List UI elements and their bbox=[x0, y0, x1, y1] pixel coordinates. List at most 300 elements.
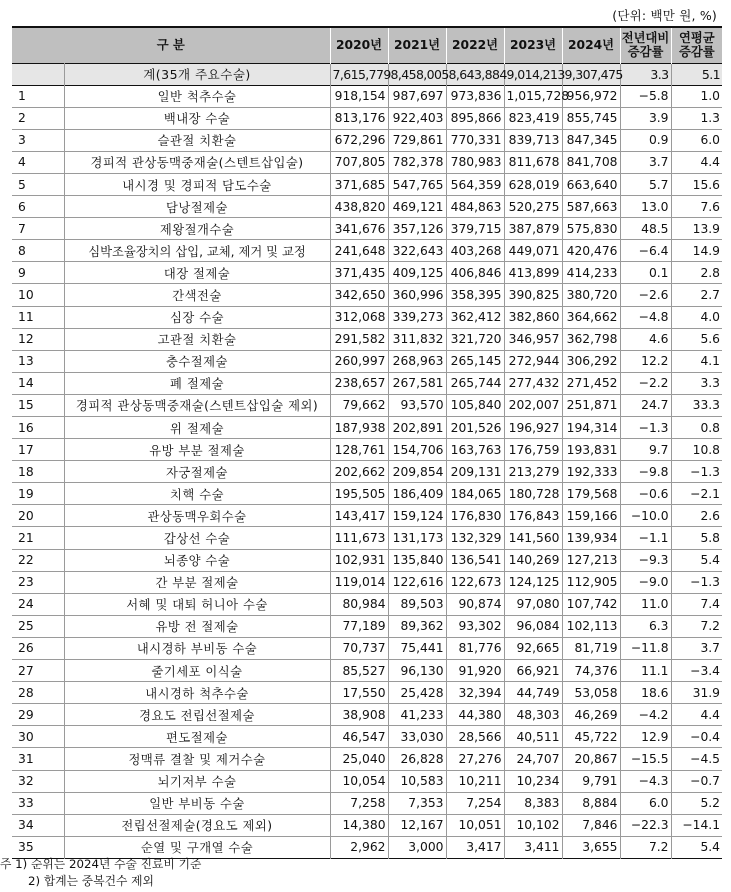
table-row bbox=[12, 218, 722, 240]
surgery-name-cell: 순열 및 구개열 수술 bbox=[64, 836, 330, 858]
total-2023: 9,014,213 bbox=[504, 63, 562, 85]
cost-2024-cell: 20,867 bbox=[562, 748, 620, 770]
cagr-cell: 4.1 bbox=[671, 350, 722, 372]
table-row bbox=[12, 196, 722, 218]
table-row bbox=[12, 107, 722, 129]
rank-cell: 2 bbox=[18, 111, 26, 126]
cagr-cell: 2.8 bbox=[671, 262, 722, 284]
cost-2023-cell: 520,275 bbox=[504, 196, 562, 218]
cagr-cell: 13.9 bbox=[671, 218, 722, 240]
surgery-cost-table bbox=[12, 26, 722, 859]
rank-cell: 27 bbox=[18, 663, 34, 678]
table-row bbox=[12, 394, 722, 416]
header-category: 구 분 bbox=[156, 38, 185, 53]
cost-2022-cell: 27,276 bbox=[446, 748, 504, 770]
cost-2023-cell: 140,269 bbox=[504, 549, 562, 571]
cost-2020-cell: 238,657 bbox=[330, 372, 388, 394]
cost-2024-cell: 193,831 bbox=[562, 439, 620, 461]
rank-cell: 30 bbox=[18, 729, 34, 744]
cost-2021-cell: 547,765 bbox=[388, 173, 446, 195]
cost-2021-cell: 93,570 bbox=[388, 394, 446, 416]
rank-cell: 25 bbox=[18, 619, 34, 634]
cost-2020-cell: 202,662 bbox=[330, 461, 388, 483]
cost-2024-cell: 53,058 bbox=[562, 682, 620, 704]
total-2022: 8,643,884 bbox=[446, 63, 504, 85]
cost-2021-cell: 322,643 bbox=[388, 240, 446, 262]
cagr-cell: 5.6 bbox=[671, 328, 722, 350]
yoy-change-cell: 12.9 bbox=[620, 726, 671, 748]
cost-2023-cell: 176,843 bbox=[504, 505, 562, 527]
cost-2020-cell: 17,550 bbox=[330, 682, 388, 704]
table-row bbox=[12, 770, 722, 792]
cost-2023-cell: 44,749 bbox=[504, 682, 562, 704]
rank-cell: 26 bbox=[18, 641, 34, 656]
rank-cell: 11 bbox=[18, 310, 34, 325]
cost-2021-cell: 75,441 bbox=[388, 637, 446, 659]
cost-2024-cell: 127,213 bbox=[562, 549, 620, 571]
cagr-cell: −3.4 bbox=[671, 660, 722, 682]
rank-cell: 19 bbox=[18, 486, 34, 501]
cost-2021-cell: 409,125 bbox=[388, 262, 446, 284]
cost-2022-cell: 3,417 bbox=[446, 836, 504, 858]
cost-2024-cell: 575,830 bbox=[562, 218, 620, 240]
cost-2021-cell: 7,353 bbox=[388, 792, 446, 814]
cost-2024-cell: 420,476 bbox=[562, 240, 620, 262]
cost-2022-cell: 564,359 bbox=[446, 173, 504, 195]
surgery-name-cell: 폐 절제술 bbox=[64, 372, 330, 394]
surgery-name-cell: 치핵 수술 bbox=[64, 483, 330, 505]
rank-cell: 34 bbox=[18, 818, 34, 833]
cost-2020-cell: 46,547 bbox=[330, 726, 388, 748]
table-row bbox=[12, 85, 722, 107]
cost-2021-cell: 154,706 bbox=[388, 439, 446, 461]
cagr-cell: 5.2 bbox=[671, 792, 722, 814]
header-2020: 2020년 bbox=[330, 27, 388, 63]
cost-2021-cell: 89,362 bbox=[388, 615, 446, 637]
rank-cell: 7 bbox=[18, 221, 26, 236]
total-label: 계(35개 주요수술) bbox=[64, 63, 330, 85]
cost-2023-cell: 24,707 bbox=[504, 748, 562, 770]
header-yoy-change: 전년대비 증감률 bbox=[620, 27, 671, 63]
cost-2020-cell: 371,685 bbox=[330, 173, 388, 195]
yoy-change-cell: 6.0 bbox=[620, 792, 671, 814]
unit-label: (단위: 백만 원, %) bbox=[612, 8, 717, 23]
header-2022: 2022년 bbox=[446, 27, 504, 63]
total-2024: 9,307,475 bbox=[562, 63, 620, 85]
cost-2020-cell: 7,258 bbox=[330, 792, 388, 814]
surgery-name-cell: 편도절제술 bbox=[64, 726, 330, 748]
cost-2022-cell: 379,715 bbox=[446, 218, 504, 240]
cagr-cell: 2.6 bbox=[671, 505, 722, 527]
cost-2020-cell: 291,582 bbox=[330, 328, 388, 350]
cost-2021-cell: 202,891 bbox=[388, 417, 446, 439]
yoy-change-cell: 11.0 bbox=[620, 593, 671, 615]
table-row bbox=[12, 240, 722, 262]
surgery-name-cell: 내시경하 척추수술 bbox=[64, 682, 330, 704]
header-2021: 2021년 bbox=[388, 27, 446, 63]
yoy-change-cell: −4.2 bbox=[620, 704, 671, 726]
cagr-cell: 2.7 bbox=[671, 284, 722, 306]
cagr-cell: 1.0 bbox=[671, 85, 722, 107]
yoy-change-cell: 3.7 bbox=[620, 151, 671, 173]
cost-2021-cell: 186,409 bbox=[388, 483, 446, 505]
cost-2021-cell: 987,697 bbox=[388, 85, 446, 107]
cagr-cell: 6.0 bbox=[671, 129, 722, 151]
surgery-name-cell: 제왕절개수술 bbox=[64, 218, 330, 240]
cost-2020-cell: 25,040 bbox=[330, 748, 388, 770]
rank-cell: 12 bbox=[18, 332, 34, 347]
yoy-change-cell: 0.9 bbox=[620, 129, 671, 151]
surgery-name-cell: 슬관절 치환술 bbox=[64, 129, 330, 151]
cost-2024-cell: 107,742 bbox=[562, 593, 620, 615]
cagr-cell: 14.9 bbox=[671, 240, 722, 262]
cost-2022-cell: 201,526 bbox=[446, 417, 504, 439]
surgery-name-cell: 일반 부비동 수술 bbox=[64, 792, 330, 814]
surgery-name-cell: 대장 절제술 bbox=[64, 262, 330, 284]
table-row bbox=[12, 660, 722, 682]
table-row bbox=[12, 284, 722, 306]
yoy-change-cell: −2.2 bbox=[620, 372, 671, 394]
cost-2022-cell: 362,412 bbox=[446, 306, 504, 328]
cagr-cell: 5.4 bbox=[671, 549, 722, 571]
cost-2024-cell: 179,568 bbox=[562, 483, 620, 505]
table-row bbox=[12, 615, 722, 637]
cagr-cell: 7.4 bbox=[671, 593, 722, 615]
table-row bbox=[12, 682, 722, 704]
cost-2024-cell: 251,871 bbox=[562, 394, 620, 416]
cost-2021-cell: 360,996 bbox=[388, 284, 446, 306]
cost-2024-cell: 9,791 bbox=[562, 770, 620, 792]
cost-2021-cell: 33,030 bbox=[388, 726, 446, 748]
cagr-cell: 15.6 bbox=[671, 173, 722, 195]
table-row bbox=[12, 151, 722, 173]
cagr-cell: −0.7 bbox=[671, 770, 722, 792]
surgery-name-cell: 관상동맥우회수술 bbox=[64, 505, 330, 527]
surgery-name-cell: 간색전술 bbox=[64, 284, 330, 306]
surgery-name-cell: 고관절 치환술 bbox=[64, 328, 330, 350]
cagr-cell: 4.0 bbox=[671, 306, 722, 328]
cost-2024-cell: 45,722 bbox=[562, 726, 620, 748]
cagr-cell: 7.6 bbox=[671, 196, 722, 218]
cost-2020-cell: 341,676 bbox=[330, 218, 388, 240]
cost-2024-cell: 587,663 bbox=[562, 196, 620, 218]
cagr-cell: −1.3 bbox=[671, 571, 722, 593]
yoy-change-cell: 5.7 bbox=[620, 173, 671, 195]
cost-2022-cell: 176,830 bbox=[446, 505, 504, 527]
cost-2023-cell: 213,279 bbox=[504, 461, 562, 483]
cost-2023-cell: 176,759 bbox=[504, 439, 562, 461]
cost-2023-cell: 202,007 bbox=[504, 394, 562, 416]
cost-2020-cell: 111,673 bbox=[330, 527, 388, 549]
total-cagr: 5.1 bbox=[671, 63, 722, 85]
surgery-name-cell: 전립선절제술(경요도 제외) bbox=[64, 814, 330, 836]
cost-2022-cell: 81,776 bbox=[446, 637, 504, 659]
yoy-change-cell: −1.3 bbox=[620, 417, 671, 439]
rank-cell: 13 bbox=[18, 354, 34, 369]
surgery-name-cell: 경요도 전립선절제술 bbox=[64, 704, 330, 726]
cost-2024-cell: 364,662 bbox=[562, 306, 620, 328]
table-row bbox=[12, 571, 722, 593]
cost-2020-cell: 77,189 bbox=[330, 615, 388, 637]
cost-2022-cell: 406,846 bbox=[446, 262, 504, 284]
total-2020: 7,615,779 bbox=[330, 63, 388, 85]
total-2021: 8,458,005 bbox=[388, 63, 446, 85]
header-2023: 2023년 bbox=[504, 27, 562, 63]
yoy-change-cell: 24.7 bbox=[620, 394, 671, 416]
cost-2020-cell: 918,154 bbox=[330, 85, 388, 107]
yoy-change-cell: 3.9 bbox=[620, 107, 671, 129]
cost-2020-cell: 195,505 bbox=[330, 483, 388, 505]
rank-cell: 16 bbox=[18, 420, 34, 435]
cost-2021-cell: 25,428 bbox=[388, 682, 446, 704]
cost-2020-cell: 260,997 bbox=[330, 350, 388, 372]
cost-2024-cell: 306,292 bbox=[562, 350, 620, 372]
cost-2023-cell: 277,432 bbox=[504, 372, 562, 394]
cost-2024-cell: 102,113 bbox=[562, 615, 620, 637]
cost-2020-cell: 813,176 bbox=[330, 107, 388, 129]
yoy-change-cell: −10.0 bbox=[620, 505, 671, 527]
cost-2021-cell: 10,583 bbox=[388, 770, 446, 792]
yoy-change-cell: 48.5 bbox=[620, 218, 671, 240]
cost-2024-cell: 112,905 bbox=[562, 571, 620, 593]
rank-cell: 35 bbox=[18, 840, 34, 855]
rank-cell: 8 bbox=[18, 243, 26, 258]
cost-2020-cell: 85,527 bbox=[330, 660, 388, 682]
rank-cell: 23 bbox=[18, 575, 34, 590]
table-row bbox=[12, 726, 722, 748]
rank-cell: 33 bbox=[18, 796, 34, 811]
cost-2021-cell: 268,963 bbox=[388, 350, 446, 372]
cost-2023-cell: 387,879 bbox=[504, 218, 562, 240]
cost-2020-cell: 143,417 bbox=[330, 505, 388, 527]
table-row bbox=[12, 637, 722, 659]
cost-2023-cell: 1,015,728 bbox=[504, 85, 562, 107]
cost-2024-cell: 159,166 bbox=[562, 505, 620, 527]
cost-2020-cell: 342,650 bbox=[330, 284, 388, 306]
cost-2022-cell: 132,329 bbox=[446, 527, 504, 549]
cost-2022-cell: 484,863 bbox=[446, 196, 504, 218]
yoy-change-cell: −4.3 bbox=[620, 770, 671, 792]
surgery-name-cell: 서혜 및 대퇴 허니아 수술 bbox=[64, 593, 330, 615]
cagr-cell: −14.1 bbox=[671, 814, 722, 836]
surgery-name-cell: 줄기세포 이식술 bbox=[64, 660, 330, 682]
surgery-name-cell: 일반 척추수술 bbox=[64, 85, 330, 107]
cost-2022-cell: 358,395 bbox=[446, 284, 504, 306]
cost-2024-cell: 139,934 bbox=[562, 527, 620, 549]
cost-2024-cell: 380,720 bbox=[562, 284, 620, 306]
rank-cell: 4 bbox=[18, 155, 26, 170]
cagr-cell: 31.9 bbox=[671, 682, 722, 704]
cagr-cell: 10.8 bbox=[671, 439, 722, 461]
yoy-change-cell: 18.6 bbox=[620, 682, 671, 704]
footnote-1: 주 1) 순위는 2024년 수술 진료비 기준 bbox=[0, 857, 202, 871]
total-rank-cell bbox=[12, 63, 64, 85]
cost-2023-cell: 346,957 bbox=[504, 328, 562, 350]
surgery-name-cell: 경피적 관상동맥중재술(스텐트삽입술 제외) bbox=[64, 394, 330, 416]
yoy-change-cell: −9.8 bbox=[620, 461, 671, 483]
cost-2024-cell: 956,972 bbox=[562, 85, 620, 107]
cost-2021-cell: 3,000 bbox=[388, 836, 446, 858]
table-row bbox=[12, 129, 722, 151]
cagr-cell: 3.3 bbox=[671, 372, 722, 394]
table-row bbox=[12, 439, 722, 461]
rank-cell: 18 bbox=[18, 464, 34, 479]
cost-2023-cell: 823,419 bbox=[504, 107, 562, 129]
cost-2020-cell: 38,908 bbox=[330, 704, 388, 726]
cagr-cell: −0.4 bbox=[671, 726, 722, 748]
cost-2021-cell: 339,273 bbox=[388, 306, 446, 328]
yoy-change-cell: −15.5 bbox=[620, 748, 671, 770]
cost-2024-cell: 3,655 bbox=[562, 836, 620, 858]
yoy-change-cell: −5.8 bbox=[620, 85, 671, 107]
cost-2023-cell: 811,678 bbox=[504, 151, 562, 173]
cost-2022-cell: 770,331 bbox=[446, 129, 504, 151]
cagr-cell: 5.8 bbox=[671, 527, 722, 549]
surgery-name-cell: 유방 부분 절제술 bbox=[64, 439, 330, 461]
cost-2024-cell: 81,719 bbox=[562, 637, 620, 659]
surgery-name-cell: 심장 수술 bbox=[64, 306, 330, 328]
cagr-cell: 3.7 bbox=[671, 637, 722, 659]
table-row bbox=[12, 748, 722, 770]
cost-2023-cell: 390,825 bbox=[504, 284, 562, 306]
cost-2023-cell: 839,713 bbox=[504, 129, 562, 151]
cost-2023-cell: 413,899 bbox=[504, 262, 562, 284]
table-row bbox=[12, 527, 722, 549]
yoy-change-cell: 6.3 bbox=[620, 615, 671, 637]
cost-2022-cell: 265,744 bbox=[446, 372, 504, 394]
cost-2020-cell: 102,931 bbox=[330, 549, 388, 571]
cost-2020-cell: 79,662 bbox=[330, 394, 388, 416]
surgery-name-cell: 뇌종양 수술 bbox=[64, 549, 330, 571]
cost-2023-cell: 124,125 bbox=[504, 571, 562, 593]
cost-2022-cell: 91,920 bbox=[446, 660, 504, 682]
yoy-change-cell: −9.3 bbox=[620, 549, 671, 571]
surgery-name-cell: 담낭절제술 bbox=[64, 196, 330, 218]
cost-2023-cell: 66,921 bbox=[504, 660, 562, 682]
surgery-name-cell: 경피적 관상동맥중재술(스텐트삽입술) bbox=[64, 151, 330, 173]
cost-2024-cell: 855,745 bbox=[562, 107, 620, 129]
cost-2022-cell: 895,866 bbox=[446, 107, 504, 129]
yoy-change-cell: −0.6 bbox=[620, 483, 671, 505]
table-row bbox=[12, 814, 722, 836]
cost-2021-cell: 469,121 bbox=[388, 196, 446, 218]
rank-cell: 10 bbox=[18, 287, 34, 302]
cost-2023-cell: 628,019 bbox=[504, 173, 562, 195]
cost-2023-cell: 196,927 bbox=[504, 417, 562, 439]
yoy-change-cell: 13.0 bbox=[620, 196, 671, 218]
cost-2023-cell: 92,665 bbox=[504, 637, 562, 659]
cost-2022-cell: 90,874 bbox=[446, 593, 504, 615]
cost-2020-cell: 119,014 bbox=[330, 571, 388, 593]
cost-2023-cell: 449,071 bbox=[504, 240, 562, 262]
surgery-name-cell: 백내장 수술 bbox=[64, 107, 330, 129]
cost-2024-cell: 8,884 bbox=[562, 792, 620, 814]
cost-2024-cell: 194,314 bbox=[562, 417, 620, 439]
surgery-name-cell: 유방 전 절제술 bbox=[64, 615, 330, 637]
yoy-change-cell: 9.7 bbox=[620, 439, 671, 461]
surgery-name-cell: 자궁절제술 bbox=[64, 461, 330, 483]
cost-2023-cell: 272,944 bbox=[504, 350, 562, 372]
cost-2022-cell: 44,380 bbox=[446, 704, 504, 726]
cost-2021-cell: 782,378 bbox=[388, 151, 446, 173]
cagr-cell: −4.5 bbox=[671, 748, 722, 770]
yoy-change-cell: −1.1 bbox=[620, 527, 671, 549]
cost-2022-cell: 184,065 bbox=[446, 483, 504, 505]
yoy-change-cell: 11.1 bbox=[620, 660, 671, 682]
cost-2022-cell: 32,394 bbox=[446, 682, 504, 704]
cost-2023-cell: 48,303 bbox=[504, 704, 562, 726]
cost-2022-cell: 163,763 bbox=[446, 439, 504, 461]
cost-2022-cell: 122,673 bbox=[446, 571, 504, 593]
cost-2023-cell: 180,728 bbox=[504, 483, 562, 505]
rank-cell: 9 bbox=[18, 265, 26, 280]
header-2024: 2024년 bbox=[562, 27, 620, 63]
rank-cell: 14 bbox=[18, 376, 34, 391]
surgery-name-cell: 충수절제술 bbox=[64, 350, 330, 372]
rank-cell: 15 bbox=[18, 398, 34, 413]
rank-cell: 28 bbox=[18, 685, 34, 700]
surgery-name-cell: 내시경 및 경피적 담도수술 bbox=[64, 173, 330, 195]
table-row bbox=[12, 704, 722, 726]
table-header bbox=[12, 27, 722, 63]
rank-cell: 21 bbox=[18, 531, 34, 546]
cost-2024-cell: 847,345 bbox=[562, 129, 620, 151]
cost-2023-cell: 141,560 bbox=[504, 527, 562, 549]
rank-cell: 5 bbox=[18, 177, 26, 192]
cost-2023-cell: 96,084 bbox=[504, 615, 562, 637]
cost-2021-cell: 96,130 bbox=[388, 660, 446, 682]
total-row bbox=[12, 63, 722, 85]
cost-2020-cell: 707,805 bbox=[330, 151, 388, 173]
rank-cell: 3 bbox=[18, 133, 26, 148]
yoy-change-cell: −2.6 bbox=[620, 284, 671, 306]
rank-cell: 1 bbox=[18, 89, 26, 104]
surgery-name-cell: 정맥류 결찰 및 제거수술 bbox=[64, 748, 330, 770]
cost-2021-cell: 729,861 bbox=[388, 129, 446, 151]
cost-2020-cell: 128,761 bbox=[330, 439, 388, 461]
cagr-cell: −1.3 bbox=[671, 461, 722, 483]
cost-2020-cell: 187,938 bbox=[330, 417, 388, 439]
rank-cell: 31 bbox=[18, 751, 34, 766]
cost-2021-cell: 135,840 bbox=[388, 549, 446, 571]
yoy-change-cell: −22.3 bbox=[620, 814, 671, 836]
cost-2023-cell: 40,511 bbox=[504, 726, 562, 748]
rank-cell: 32 bbox=[18, 774, 34, 789]
cagr-cell: −2.1 bbox=[671, 483, 722, 505]
yoy-change-cell: 7.2 bbox=[620, 836, 671, 858]
cagr-cell: 0.8 bbox=[671, 417, 722, 439]
cost-2023-cell: 97,080 bbox=[504, 593, 562, 615]
cost-2020-cell: 312,068 bbox=[330, 306, 388, 328]
yoy-change-cell: −9.0 bbox=[620, 571, 671, 593]
cost-2022-cell: 265,145 bbox=[446, 350, 504, 372]
table-row bbox=[12, 549, 722, 571]
table-row bbox=[12, 350, 722, 372]
yoy-change-cell: −4.8 bbox=[620, 306, 671, 328]
table-row bbox=[12, 262, 722, 284]
cagr-cell: 7.2 bbox=[671, 615, 722, 637]
cost-2022-cell: 10,211 bbox=[446, 770, 504, 792]
cost-2020-cell: 10,054 bbox=[330, 770, 388, 792]
cost-2022-cell: 10,051 bbox=[446, 814, 504, 836]
cost-2024-cell: 414,233 bbox=[562, 262, 620, 284]
cost-2024-cell: 7,846 bbox=[562, 814, 620, 836]
yoy-change-cell: 0.1 bbox=[620, 262, 671, 284]
table-body bbox=[12, 63, 722, 858]
surgery-name-cell: 내시경하 부비동 수술 bbox=[64, 637, 330, 659]
cost-2021-cell: 89,503 bbox=[388, 593, 446, 615]
cost-2024-cell: 362,798 bbox=[562, 328, 620, 350]
